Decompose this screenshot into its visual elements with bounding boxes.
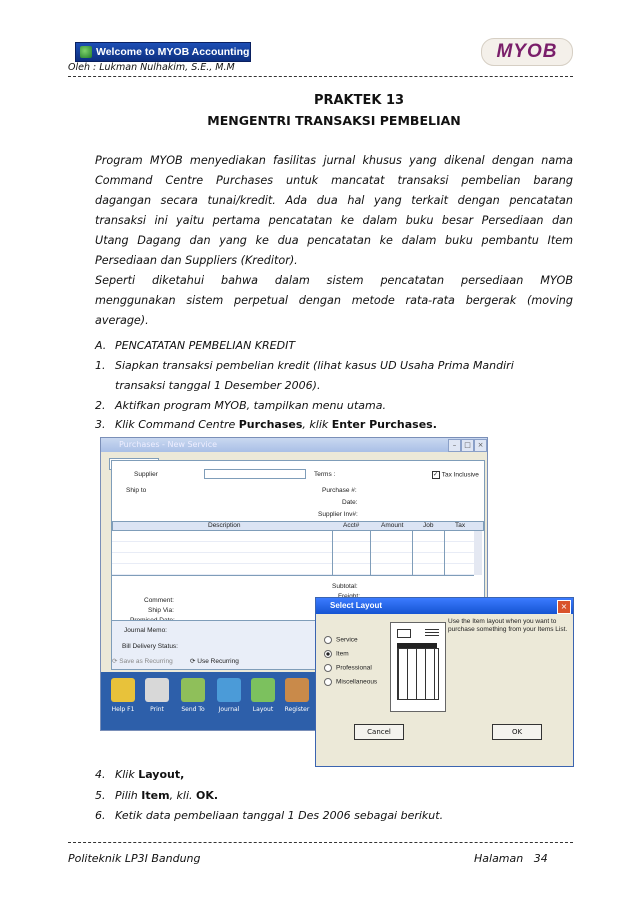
recurring-icon: ⟳	[112, 658, 118, 665]
use-recurring-button[interactable]: ⟳ Use Recurring	[190, 658, 239, 665]
journal-memo-label: Journal Memo:	[124, 627, 167, 634]
print-button[interactable]: Print	[143, 678, 171, 713]
column-header: Amount	[381, 522, 404, 529]
author-line: Oleh : Lukman Nulhakim, S.E., M.M	[68, 62, 235, 73]
footer-divider	[68, 842, 573, 843]
layout-option-professional[interactable]: Professional	[324, 664, 372, 672]
table-header	[112, 521, 484, 531]
ok-button[interactable]: OK	[492, 724, 542, 740]
bill-delivery-label: Bill Delivery Status:	[122, 643, 178, 650]
purchase-number-label: Purchase #:	[322, 487, 357, 494]
line-items-table[interactable]	[112, 531, 474, 576]
cancel-button[interactable]: Cancel	[354, 724, 404, 740]
column-header: Tax	[455, 522, 466, 529]
intro-line: transaksi ini yaitu pertama pencatatan ke dalam buku besar Persediaan dan	[95, 214, 573, 227]
intro-line: Persediaan dan Suppliers (Kreditor).	[95, 254, 298, 267]
column-divider	[332, 531, 333, 575]
supplier-label: Supplier	[134, 471, 158, 478]
ship-to-label: Ship to	[126, 487, 147, 494]
dialog-title-bar: Select Layout	[316, 598, 573, 614]
register-icon	[285, 678, 309, 702]
date-label: Date:	[342, 499, 358, 506]
column-header: Job	[423, 522, 434, 529]
myob-screenshot	[100, 437, 572, 765]
intro-line: Program MYOB menyediakan fasilitas jurnal khusus yang dikenal dengan nama	[95, 154, 573, 167]
window-title-bar: Purchases - New Service	[101, 438, 487, 452]
journal-icon	[217, 678, 241, 702]
intro-line: dagangan secara tunai/kredit. Ada dua hal yang terkait dengan pencatatan	[95, 194, 573, 207]
printer-icon	[145, 678, 169, 702]
welcome-banner	[75, 42, 251, 62]
send-icon	[181, 678, 205, 702]
layout-option-miscellaneous[interactable]: Miscellaneous	[324, 678, 377, 686]
help-button[interactable]: Help F1	[109, 678, 137, 713]
intro-line: Command Centre Purchases untuk mancatat transaksi pembelian barang	[95, 174, 573, 187]
supplier-inv-label: Supplier Inv#:	[318, 511, 358, 518]
comment-label: Comment:	[144, 597, 174, 604]
step-2: 2. Aktifkan program MYOB, tampilkan menu utama.	[95, 399, 386, 412]
page-title: PRAKTEK 13	[313, 93, 405, 108]
column-divider	[444, 531, 445, 575]
step-3: 3. Klik Command Centre Purchases, klik Enter Purchases.	[95, 418, 437, 431]
page-subtitle: MENGENTRI TRANSAKSI PEMBELIAN	[207, 113, 461, 128]
step-4: 4. Klik Layout,	[95, 768, 185, 781]
page-number: Halaman 34	[474, 852, 548, 865]
column-divider	[370, 531, 371, 575]
intro-paragraph	[95, 151, 573, 331]
intro-line: Utang Dagang dan yang ke dua pencatatan ke dalam buku pembantu Item	[95, 234, 573, 247]
intro-line: Seperti diketahui bahwa dalam sistem pencatatan persediaan MYOB	[95, 274, 573, 287]
subtotal-label: Subtotal:	[332, 583, 358, 590]
step-1-cont: transaksi tanggal 1 Desember 2006).	[115, 379, 321, 392]
layout-option-service[interactable]: Service	[324, 636, 358, 644]
send-to-button[interactable]: Send To	[179, 678, 207, 713]
radio-icon	[324, 678, 332, 686]
tax-inclusive-checkbox[interactable]: ✓ Tax Inclusive	[433, 471, 479, 479]
layout-option-item[interactable]: Item	[324, 650, 349, 658]
help-icon	[111, 678, 135, 702]
ship-via-label: Ship Via:	[148, 607, 174, 614]
supplier-input[interactable]	[204, 469, 306, 479]
radio-icon	[324, 664, 332, 672]
close-icon[interactable]: ×	[557, 600, 571, 614]
banner-text: Welcome to MYOB Accounting	[96, 46, 250, 58]
footer-institution: Politeknik LP3I Bandung	[68, 852, 201, 865]
select-layout-dialog	[315, 597, 574, 767]
myob-logo: MYOB	[481, 38, 573, 66]
myob-app-icon	[80, 46, 92, 58]
section-heading: A. PENCATATAN PEMBELIAN KREDIT	[95, 339, 296, 352]
column-header: Description	[208, 522, 241, 529]
layout-button[interactable]: Layout	[249, 678, 277, 713]
header-divider	[68, 76, 573, 77]
register-button[interactable]: Register	[283, 678, 311, 713]
layout-hint-text: Use the Item layout when you want to purchase something from your Items List.	[448, 618, 568, 633]
layout-preview-icon	[390, 622, 446, 712]
radio-icon	[324, 636, 332, 644]
save-recurring-button[interactable]: ⟳ Save as Recurring	[112, 658, 173, 665]
terms-label: Terms :	[314, 471, 336, 478]
journal-button[interactable]: Journal	[215, 678, 243, 713]
step-5: 5. Pilih Item, kli. OK.	[95, 789, 219, 802]
intro-line: average).	[95, 314, 149, 327]
maximize-icon[interactable]: □	[461, 439, 474, 452]
column-header: Acct#	[343, 522, 360, 529]
step-1: 1. Siapkan transaksi pembelian kredit (lihat kasus UD Usaha Prima Mandiri	[95, 359, 514, 372]
column-divider	[412, 531, 413, 575]
recurring-icon: ⟳	[190, 658, 196, 665]
intro-line: menggunakan sistem perpetual dengan metode rata-rata bergerak (moving	[95, 294, 573, 307]
close-icon[interactable]: ×	[474, 439, 487, 452]
radio-selected-icon	[324, 650, 332, 658]
layout-icon	[251, 678, 275, 702]
step-6: 6. Ketik data pembeliaan tanggal 1 Des 2006 sebagai berikut.	[95, 809, 444, 822]
check-icon: ✓	[433, 472, 439, 478]
table-scrollbar[interactable]	[474, 531, 482, 575]
minimize-icon[interactable]: –	[448, 439, 461, 452]
